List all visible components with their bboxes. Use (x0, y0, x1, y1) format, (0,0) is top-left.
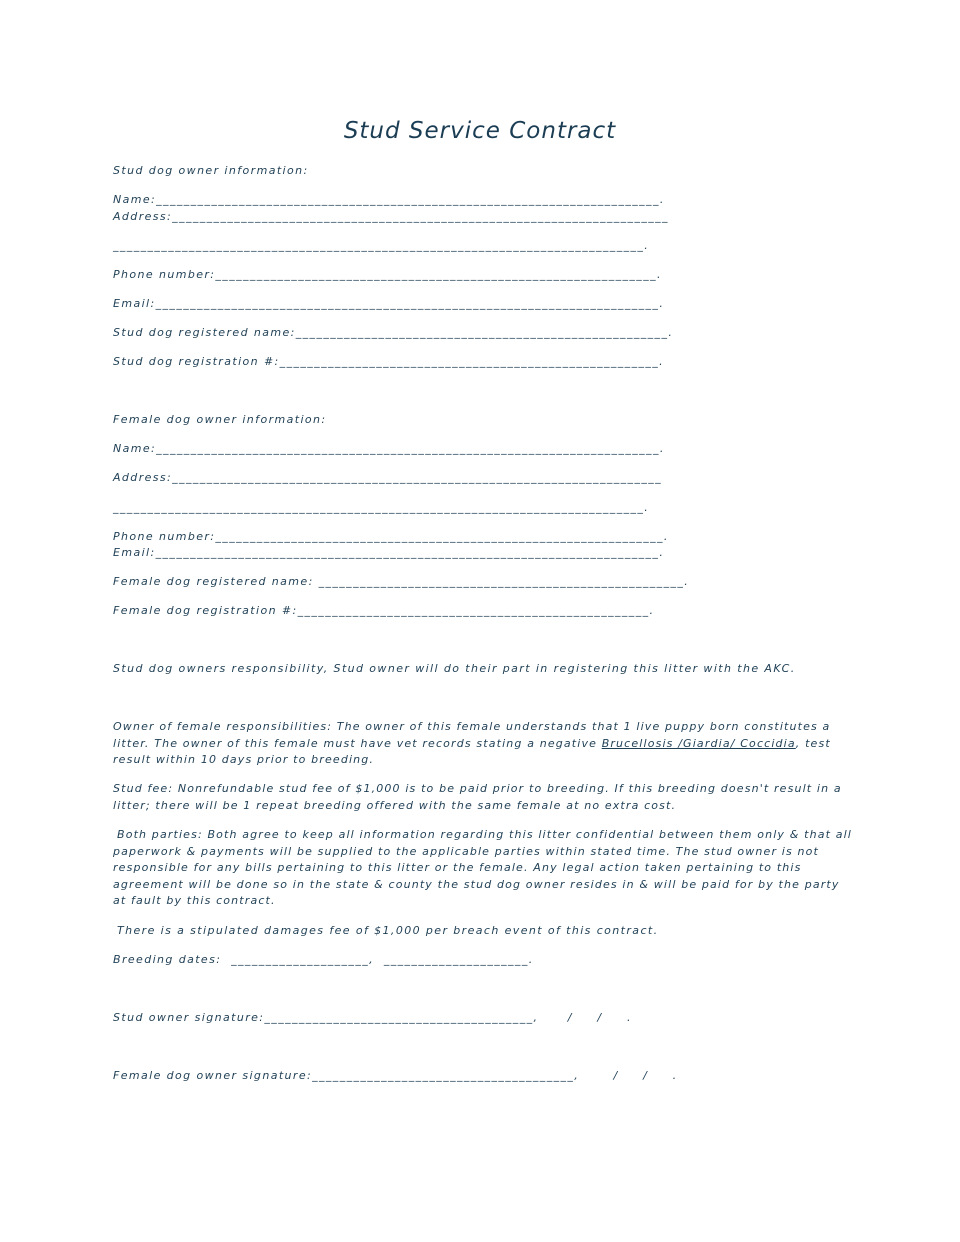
female-resp-text-2: , test result within 10 days prior to breeding. (113, 736, 831, 766)
female-owner-email-field: Email:_________________________________________________________________________. (113, 546, 665, 559)
female-responsibility-clause (113, 719, 853, 769)
stud-fee-clause: Stud fee: Nonrefundable stud fee of $1,000 is to be paid prior to breeding. If this breeding doesn't result in a litter; there will be 1 repeat breeding offered with the same female at no extra cost. (113, 782, 842, 812)
female-dog-registered-name-field: Female dog registered name: _____________________________________________________. (113, 575, 690, 588)
contract-title: Stud Service Contract (343, 118, 617, 144)
stud-dog-registration-field: Stud dog registration #:_______________________________________________________. (113, 355, 665, 368)
female-owner-name-field: Name:_________________________________________________________________________. (113, 442, 665, 455)
breeding-dates-field: Breeding dates: ____________________, _____________________. (113, 953, 534, 966)
female-owner-heading: Female dog owner information: (113, 413, 327, 426)
stud-owner-address-line-2: _____________________________________________________________________________. (113, 239, 650, 252)
stud-responsibility-clause: Stud dog owners responsibility, Stud owner will do their part in registering this litter with the AKC. (113, 662, 796, 675)
female-owner-address-field: Address:_______________________________________________________________________ (113, 471, 663, 484)
stud-owner-name-field: Name:_________________________________________________________________________. (113, 193, 665, 206)
stud-owner-heading: Stud dog owner information: (113, 164, 309, 177)
required-tests: Brucellosis /Giardia/ Coccidia (601, 736, 796, 750)
female-owner-address-line-2: _____________________________________________________________________________. (113, 501, 650, 514)
female-owner-signature-field: Female dog owner signature:______________________________________, / / . (113, 1069, 678, 1082)
both-parties-clause: Both parties: Both agree to keep all information regarding this litter confidential between them only & that all paperwork & payments will be supplied to the applicable parties within stated time. The stud owner is not responsible for any bills pertaining to this litter or the female. Any legal action taken pertaining to this agreement will be done so in the state & county the stud dog owner resides in & will be paid for by the party at fault by this contract. (113, 828, 852, 907)
stud-owner-phone-field: Phone number:________________________________________________________________. (113, 268, 662, 281)
stud-owner-address-field: Address:________________________________________________________________________ (113, 210, 669, 223)
stud-dog-registered-name-field: Stud dog registered name:______________________________________________________. (113, 326, 674, 339)
stud-owner-email-field: Email:_________________________________________________________________________. (113, 297, 665, 310)
damages-clause: There is a stipulated damages fee of $1,000 per breach event of this contract. (117, 924, 659, 937)
female-resp-text-1: Owner of female responsibilities: The owner of this female understands that 1 live puppy born constitutes a litter. The owner of this female must have vet records stating a negative (113, 720, 831, 750)
female-dog-registration-field: Female dog registration #:___________________________________________________. (113, 604, 655, 617)
stud-owner-signature-field: Stud owner signature:_______________________________________, / / . (113, 1011, 632, 1024)
female-owner-phone-field: Phone number:_________________________________________________________________. (113, 530, 669, 543)
